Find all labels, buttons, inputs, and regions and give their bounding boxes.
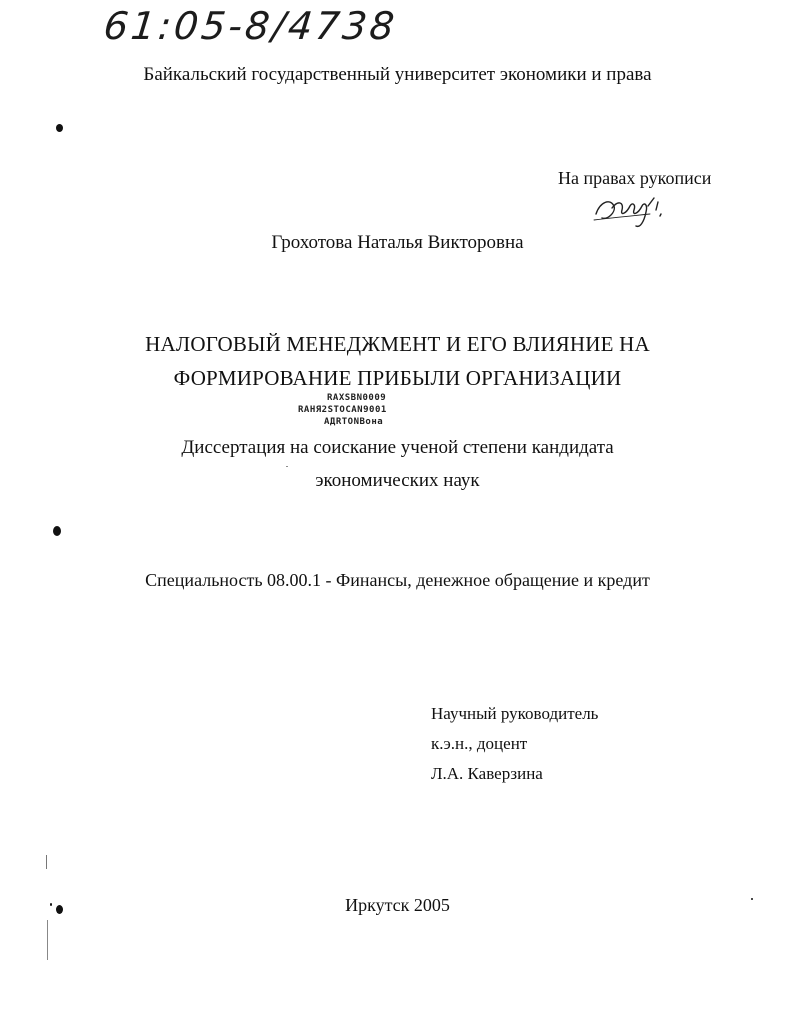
scan-edge-line [47, 920, 48, 960]
degree-line-1: Диссертация на соискание ученой степени кандидата [181, 437, 614, 458]
signature-image [590, 188, 670, 232]
university-name: Байкальский государственный университет экономики и права [143, 64, 652, 85]
specialty: Специальность 08.00.1 - Финансы, денежное обращение и кредит [145, 570, 650, 590]
dissertation-title-line-1: НАЛОГОВЫЙ МЕНЕДЖМЕНТ И ЕГО ВЛИЯНИЕ НА [145, 332, 650, 356]
city-year: Иркутск 2005 [345, 895, 450, 915]
scan-hole-mark [56, 905, 63, 914]
scan-hole-mark [53, 526, 61, 536]
library-stamp-line-2: RAHЯ2STOCAN9001 [298, 405, 387, 415]
supervisor-degree: к.э.н., доцент [431, 734, 528, 753]
archive-number: 61:05-8/4738 [101, 4, 400, 48]
manuscript-note: На правах рукописи [558, 168, 712, 188]
scan-speck [50, 903, 52, 906]
scan-speck [751, 898, 753, 900]
supervisor-name: Л.А. Каверзина [431, 764, 543, 783]
scan-edge-line [46, 855, 47, 869]
scan-speck [286, 466, 288, 467]
degree-line-2: экономических наук [315, 470, 480, 491]
scan-hole-mark [56, 124, 63, 132]
dissertation-title-line-2: ФОРМИРОВАНИЕ ПРИБЫЛИ ОРГАНИЗАЦИИ [173, 366, 622, 390]
author-name: Грохотова Наталья Викторовна [271, 232, 524, 253]
supervisor-role: Научный руководитель [431, 704, 599, 723]
library-stamp-line-1: RAXSBN0009 [327, 393, 387, 403]
library-stamp-line-3: AДRTONBoна [324, 417, 384, 427]
